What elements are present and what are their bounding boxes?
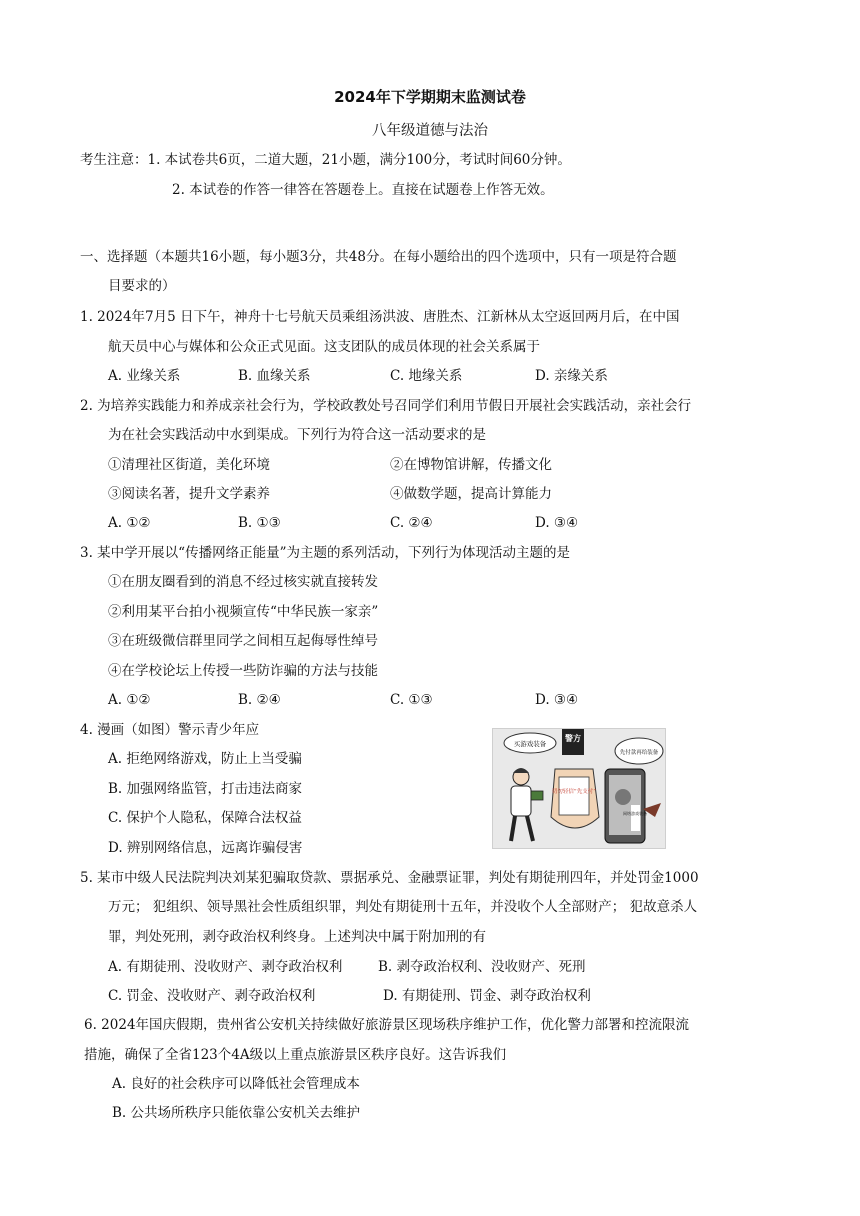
cartoon-phone-text: 网络游戏装备: [623, 811, 647, 816]
q2-option-a: A. ①②: [108, 515, 151, 531]
q2-item-1: ①清理社区街道，美化环境: [108, 457, 270, 473]
q2-item-2: ②在博物馆讲解，传播文化: [390, 457, 552, 473]
q1-option-d: D. 亲缘关系: [535, 368, 608, 384]
q2-option-c: C. ②④: [390, 515, 433, 531]
q5-option-d: D. 有期徒刑、罚金、剥夺政治权利: [383, 988, 591, 1004]
question-2-stem-cont: 为在社会实践活动中水到渠成。下列行为符合这一活动要求的是: [108, 427, 486, 443]
cartoon-figure: [492, 728, 666, 849]
q6-option-a: A. 良好的社会秩序可以降低社会管理成本: [112, 1076, 360, 1092]
cartoon-bubble-right: 先付款再给装备: [619, 750, 659, 756]
cartoon-hand-text: 切勿轻信“先支付”: [551, 789, 597, 795]
q3-option-d: D. ③④: [535, 692, 579, 708]
q4-option-c: C. 保护个人隐私，保障合法权益: [108, 810, 302, 826]
question-4-stem: 4. 漫画（如图）警示青少年应: [80, 722, 260, 738]
exam-subject: 八年级道德与法治: [372, 123, 488, 139]
q6-option-b: B. 公共场所秩序只能依靠公安机关去维护: [112, 1105, 361, 1121]
question-6-stem: 6. 2024年国庆假期，贵州省公安机关持续做好旅游景区现场秩序维护工作，优化警力部署和控流限流: [84, 1017, 690, 1033]
question-5-stem: 5. 某市中级人民法院判决刘某犯骗取贷款、票据承兑、金融票证罪，判处有期徒刑四年，并处罚金1000: [80, 870, 699, 886]
question-2-stem: 2. 为培养实践能力和养成亲社会行为，学校政教处号召同学们利用节假日开展社会实践活动，亲社会行: [80, 398, 692, 414]
cartoon-police-sign: 警方: [565, 734, 581, 743]
q5-option-c: C. 罚金、没收财产、剥夺政治权利: [108, 988, 316, 1004]
q3-option-b: B. ②④: [238, 692, 281, 708]
q2-option-b: B. ①③: [238, 515, 281, 531]
exam-notice-2: 2. 本试卷的作答一律答在答题卷上。直接在试题卷上作答无效。: [172, 182, 554, 198]
q2-item-3: ③阅读名著，提升文学素养: [108, 486, 270, 502]
q3-option-c: C. ①③: [390, 692, 433, 708]
q3-item-1: ①在朋友圈看到的消息不经过核实就直接转发: [108, 574, 378, 590]
q3-item-4: ④在学校论坛上传授一些防诈骗的方法与技能: [108, 663, 378, 679]
q4-option-d: D. 辨别网络信息，远离诈骗侵害: [108, 840, 303, 856]
question-1-stem: 1. 2024年7月5 日下午，神舟十七号航天员乘组汤洪波、唐胜杰、江新林从太空返回两月后，在中国: [80, 309, 680, 325]
q3-item-3: ③在班级微信群里同学之间相互起侮辱性绰号: [108, 633, 378, 649]
question-1-stem-cont: 航天员中心与媒体和公众正式见面。这支团队的成员体现的社会关系属于: [108, 339, 540, 355]
q2-item-4: ④做数学题，提高计算能力: [390, 486, 552, 502]
question-3-stem: 3. 某中学开展以“传播网络正能量”为主题的系列活动，下列行为体现活动主题的是: [80, 545, 570, 561]
q4-option-b: B. 加强网络监管，打击违法商家: [108, 781, 303, 797]
q4-option-a: A. 拒绝网络游戏，防止上当受骗: [108, 751, 302, 767]
q1-option-c: C. 地缘关系: [390, 368, 463, 384]
q3-option-a: A. ①②: [108, 692, 151, 708]
q5-option-b: B. 剥夺政治权利、没收财产、死刑: [378, 959, 586, 975]
q5-option-a: A. 有期徒刑、没收财产、剥夺政治权利: [108, 959, 343, 975]
q1-option-b: B. 血缘关系: [238, 368, 311, 384]
q3-item-2: ②利用某平台拍小视频宣传“中华民族一家亲”: [108, 604, 379, 620]
q2-option-d: D. ③④: [535, 515, 579, 531]
q1-option-a: A. 业缘关系: [108, 368, 181, 384]
cartoon-bubble-left: 买游戏装备: [513, 740, 547, 748]
section-heading: 一、选择题（本题共16小题，每小题3分，共48分。在每小题给出的四个选项中，只有一项是符合题: [80, 249, 677, 265]
question-6-stem-cont: 措施，确保了全省123个4A级以上重点旅游景区秩序良好。这告诉我们: [84, 1047, 507, 1063]
question-5-stem-cont-2: 罪，判处死刑，剥夺政治权利终身。上述判决中属于附加刑的有: [108, 929, 486, 945]
exam-title: 2024年下学期期末监测试卷: [334, 88, 526, 106]
exam-notice-1: 考生注意：1. 本试卷共6页，二道大题，21小题，满分100分，考试时间60分钟。: [80, 152, 571, 168]
section-heading-cont: 目要求的）: [108, 278, 176, 294]
question-5-stem-cont-1: 万元； 犯组织、领导黑社会性质组织罪，判处有期徒刑十五年，并没收个人全部财产； 犯故意杀人: [108, 899, 698, 915]
cartoon-illustration: [493, 729, 665, 848]
